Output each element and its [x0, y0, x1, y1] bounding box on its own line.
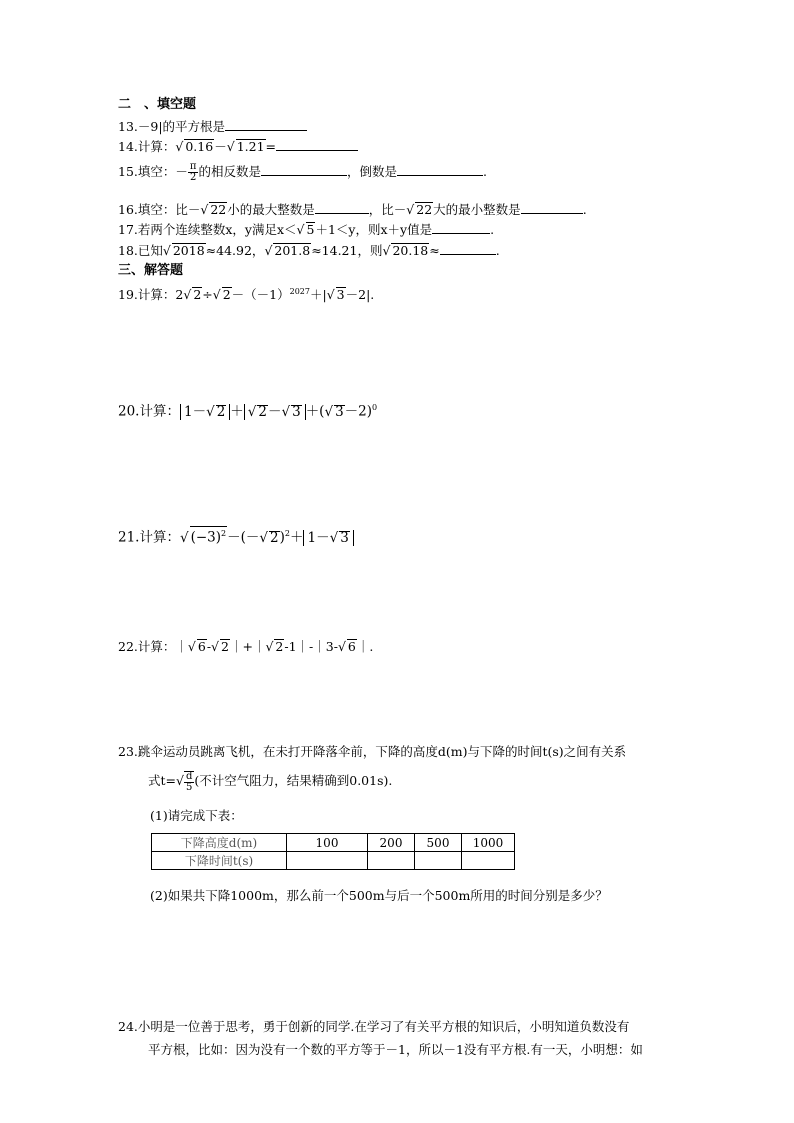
section-solve-heading: 三、解答题: [118, 263, 184, 278]
table-cell-blank[interactable]: [368, 852, 415, 870]
question-22: 22.计算：｜√ 6-√ 2｜+｜√ 2-1｜-｜3-√ 6｜.: [118, 639, 374, 654]
question-14: 14.计算：√ 0.16－√ 1.21=: [118, 138, 358, 155]
question-19: 19.计算：2√ 2÷√ $2-(-1)^{2027}+|√$ 3－2|.: [118, 287, 375, 303]
question-23-line1: 23.跳伞运动员跳离飞机，在未打开降落伞前，下降的高度d(m)与下降的时间t(s)之间有关系: [118, 744, 627, 759]
fraction: $\frac{\pi}{2}$: [189, 161, 197, 183]
answer-blank[interactable]: [521, 201, 583, 214]
answer-blank[interactable]: [397, 163, 483, 176]
answer-blank[interactable]: [225, 118, 307, 131]
question-18: 18.已知√ 2018≈44.92，√ 201.8≈14.21，则√ 20.18≈ .: [118, 243, 500, 258]
answer-blank[interactable]: [315, 201, 369, 214]
question-23-sub2: (2)如果共下降1000m，那么前一个500m与后一个500m所用的时间分别是多少？: [150, 888, 608, 903]
answer-table: [151, 833, 515, 870]
answer-blank[interactable]: [276, 138, 358, 151]
table-row: 下降高度d(m) 100 200 500 1000: [152, 834, 515, 852]
section-fill-in-heading: 二 、填空题: [118, 97, 197, 112]
question-23-sub1: (1)请完成下表：: [150, 808, 243, 823]
absolute-value: 1－√ 2: [180, 404, 230, 420]
table-cell-blank[interactable]: [462, 852, 515, 870]
table-row: 下降时间t(s): [152, 852, 515, 870]
question-21: 21.计算：√ $(-3)^2-(-√$ 2)$^2$＋ 1－√ 3: [118, 523, 354, 549]
question-23-line2: 式t=√ $\frac{d}{5}$ (不计空气阻力，结果精确到0.01s).: [148, 770, 393, 793]
question-13: 13.－9|的平方根是: [118, 118, 307, 135]
answer-blank[interactable]: [432, 221, 490, 234]
answer-blank[interactable]: [261, 163, 347, 176]
question-16: 16.填空：比－√ 22小的最大整数是 ，比－√ 22大的最小整数是 .: [118, 202, 587, 217]
answer-blank[interactable]: [440, 242, 496, 255]
question-20: 20.计算： 1－√ 2 ＋ √ 2－√ 3 ＋(√ 3－2)$^0$: [118, 403, 378, 420]
fraction: $\frac{d}{5}$: [185, 770, 193, 793]
question-17: 17.若两个连续整数x，y满足x＜√ 5＋1＜y，则x＋y值是 .: [118, 222, 495, 237]
table-cell-blank[interactable]: [415, 852, 462, 870]
question-15: 15.填空：－ $\frac{\pi}{2}$ 的相反数是 ，倒数是 .: [118, 161, 487, 183]
absolute-value: √ 2－√ 3: [244, 404, 306, 420]
question-24-line1: 24.小明是一位善于思考，勇于创新的同学.在学习了有关平方根的知识后，小明知道负数没有: [118, 1019, 630, 1034]
question-24-line2: 平方根，比如：因为没有一个数的平方等于－1，所以－1没有平方根.有一天，小明想：如: [148, 1042, 643, 1057]
absolute-value: 1－√ 3: [303, 530, 353, 546]
table-cell-blank[interactable]: [287, 852, 368, 870]
radical-sign: √: [175, 139, 184, 154]
